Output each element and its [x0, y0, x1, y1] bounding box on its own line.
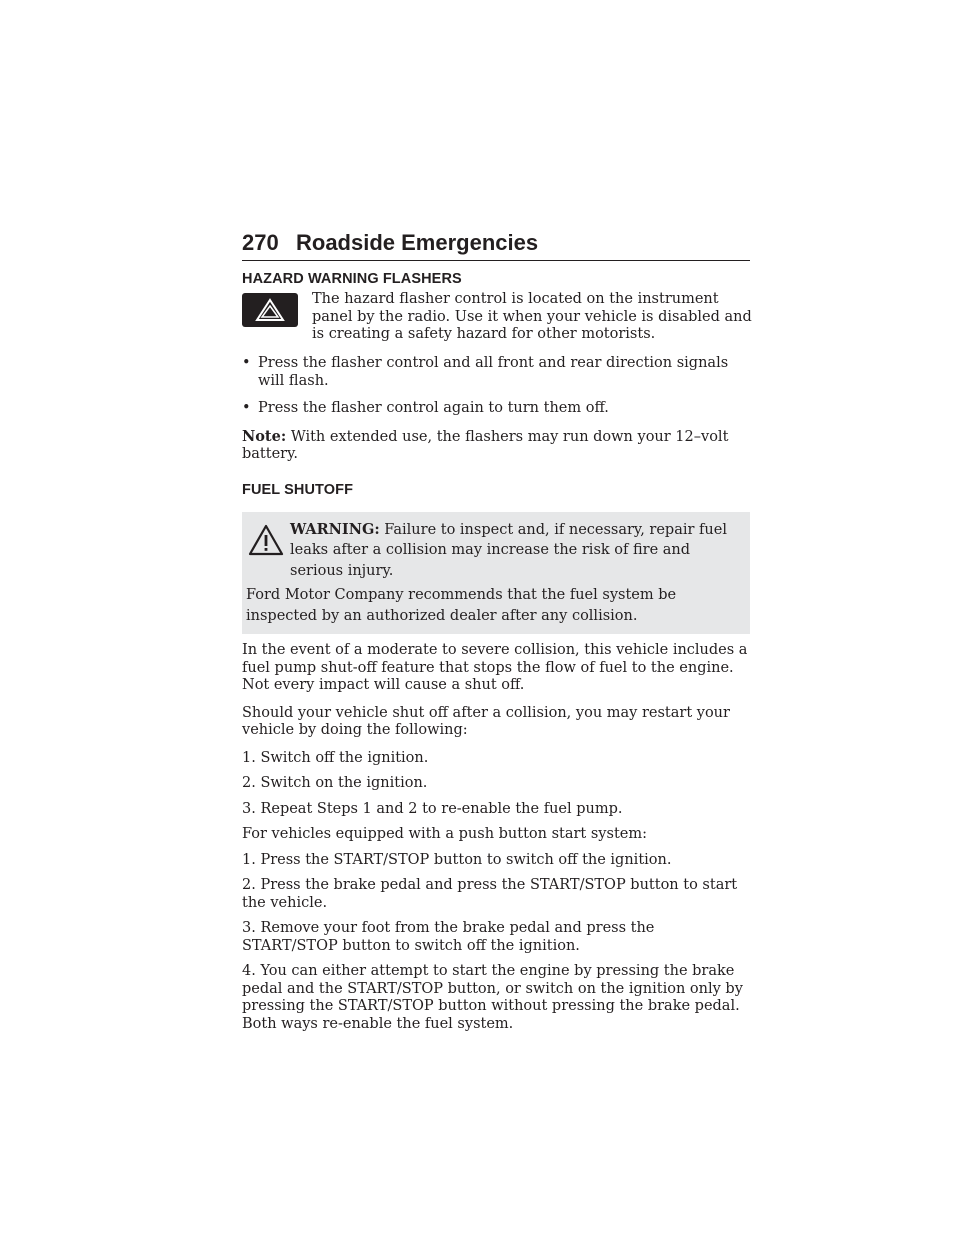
chapter-title: Roadside Emergencies: [296, 230, 539, 255]
manual-page: [242, 228, 750, 1033]
step-item: 2. Switch on the ignition.: [242, 775, 428, 791]
bullet-dot: •: [242, 400, 251, 416]
body-paragraph: Should your vehicle shut off after a collision, you may restart your vehicle by doing the following:: [242, 704, 730, 738]
note-paragraph: [242, 428, 750, 464]
step-item: 3. Repeat Steps 1 and 2 to re-enable the fuel pump.: [242, 800, 623, 817]
hazard-section-title: HAZARD WARNING FLASHERS: [242, 271, 462, 287]
step-item: 4. You can either attempt to start the engine by pressing the brake pedal and the START/STOP button, or switch on the ignition only by pressing the START/STOP button without pressing the brake pedal. Both ways re-enable the fuel system.: [242, 963, 743, 1032]
warning-text-2: Ford Motor Company recommends that the fuel system be inspected by an authorized dealer after any collision.: [246, 587, 677, 624]
warning-box: [242, 512, 750, 635]
note-text: With extended use, the flashers may run down your 12–volt battery.: [242, 428, 729, 462]
body-paragraph: In the event of a moderate to severe collision, this vehicle includes a fuel pump shut-off feature that stops the flow of fuel to the engine. Not every impact will cause a shut off.: [242, 642, 748, 693]
list-item: [242, 355, 750, 390]
bullet-text: Press the flasher control and all front and rear direction signals will flash.: [258, 355, 729, 389]
step-item: 2. Press the brake pedal and press the START/STOP button to start the vehicle.: [242, 877, 738, 911]
warning-label: WARNING:: [290, 520, 380, 538]
warning-triangle-icon: [248, 524, 284, 556]
list-item: [242, 400, 750, 418]
fuel-section-title: FUEL SHUTOFF: [242, 481, 354, 498]
warning-text-1: [246, 520, 742, 582]
body-paragraph: For vehicles equipped with a push button start system:: [242, 826, 647, 842]
bullet-text: Press the flasher control again to turn them off.: [258, 400, 609, 416]
hazard-triangle-icon: [242, 293, 298, 327]
hazard-intro-text: The hazard flasher control is located on the instrument panel by the radio. Use it when your vehicle is disabled and is creating a safety hazard for other motorists.: [312, 291, 752, 342]
warning-body: Failure to inspect and, if necessary, repair fuel leaks after a collision may increase the risk of fire and serious injury.: [290, 521, 727, 579]
page-number: 270: [242, 230, 279, 255]
page-header: [242, 228, 750, 261]
step-item: 1. Switch off the ignition.: [242, 749, 429, 766]
step-item: 3. Remove your foot from the brake pedal and press the START/STOP button to switch off the ignition.: [242, 920, 655, 954]
bullet-dot: •: [242, 355, 251, 371]
hazard-intro-row: [242, 291, 750, 349]
step-item: 1. Press the START/STOP button to switch off the ignition.: [242, 851, 672, 868]
note-label: Note:: [242, 427, 287, 445]
